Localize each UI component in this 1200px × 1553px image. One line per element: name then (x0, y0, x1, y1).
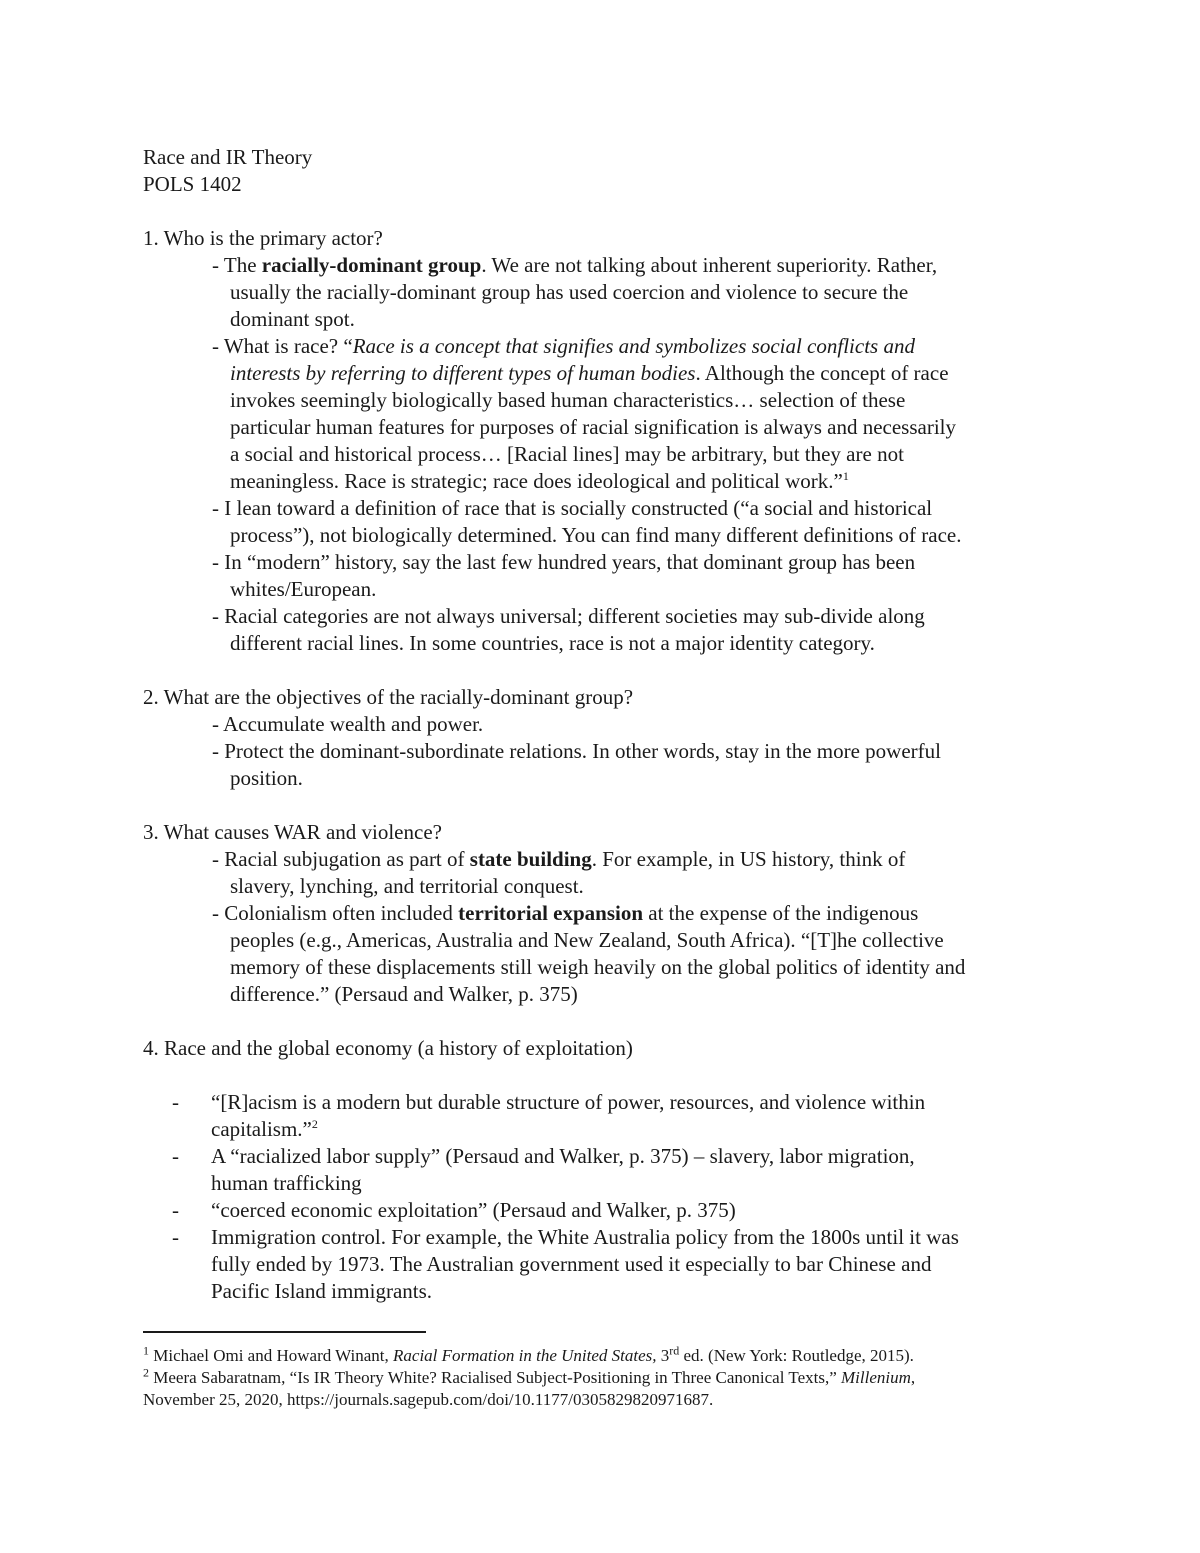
section3-bullet2 (212, 900, 918, 927)
section3-bullet1 (212, 846, 905, 873)
section3-bullet1-line2: slavery, lynching, and territorial conquest. (230, 874, 584, 898)
footnote-2 (143, 1367, 915, 1389)
footnote-number: 2 (143, 1365, 149, 1380)
footnote-ref[interactable]: 2 (311, 1117, 318, 1131)
italic-quote: interests by referring to different types of human bodies (230, 361, 696, 385)
text-run: - The (212, 253, 262, 277)
course-code: POLS 1402 (143, 172, 242, 196)
section4-bullet4-line3: Pacific Island immigrants. (211, 1279, 433, 1303)
text-run: ed. (New York: Routledge, 2015). (679, 1346, 914, 1365)
text-run: at the expense of the indigenous (643, 901, 919, 925)
footnote-number: 1 (143, 1343, 149, 1358)
bold-term: racially-dominant group (261, 253, 482, 277)
ordinal-suffix: rd (669, 1343, 680, 1358)
text-run: Michael Omi and Howard Winant, (149, 1346, 394, 1365)
section2-bullet1: - Accumulate wealth and power. (212, 712, 484, 736)
text-run: - Racial subjugation as part of (212, 847, 470, 871)
section4-bullet1-line2 (211, 1116, 318, 1143)
section1-bullet2-line3: invokes seemingly biologically based human characteristics… selection of these (230, 388, 906, 412)
section1-bullet1-line2: usually the racially-dominant group has used coercion and violence to secure the (230, 280, 909, 304)
section1-bullet2-line4: particular human features for purposes of racial signification is always and necessarily (230, 415, 956, 439)
section2-bullet2: - Protect the dominant-subordinate relations. In other words, stay in the more powerful (212, 739, 941, 763)
section1-bullet2-line5: a social and historical process… [Racial lines] may be arbitrary, but they are not (230, 442, 904, 466)
italic-quote: Race is a concept that signifies and symbolizes social conflicts and (352, 334, 915, 358)
footnote-2-line2[interactable]: November 25, 2020, https://journals.sagepub.com/doi/10.1177/0305829820971687. (143, 1390, 714, 1409)
footnote-1 (143, 1345, 914, 1367)
dash-bullet: - (172, 1090, 179, 1114)
section4-bullet4-line2: fully ended by 1973. The Australian government used it especially to bar Chinese and (211, 1252, 932, 1276)
section2-bullet2-line2: position. (230, 766, 303, 790)
bold-term: territorial expansion (458, 901, 644, 925)
journal-title: Millenium (841, 1368, 911, 1387)
section1-bullet5-line2: different racial lines. In some countries, race is not a major identity category. (230, 631, 875, 655)
text-run: capitalism.” (211, 1117, 312, 1141)
section1-bullet3-line2: process”), not biologically determined. You can find many different definitions of race. (230, 523, 962, 547)
text-run: . For example, in US history, think of (591, 847, 906, 871)
section3-question: 3. What causes WAR and violence? (143, 820, 442, 844)
text-run: 3 (656, 1346, 670, 1365)
section1-bullet4: - In “modern” history, say the last few hundred years, that dominant group has been (212, 550, 916, 574)
section2-question: 2. What are the objectives of the racially-dominant group? (143, 685, 634, 709)
section3-bullet2-line2: peoples (e.g., Americas, Australia and New Zealand, South Africa). “[T]he collective (230, 928, 944, 952)
section1-bullet5: - Racial categories are not always universal; different societies may sub-divide along (212, 604, 925, 628)
book-title: Racial Formation in the United States, (393, 1346, 657, 1365)
section1-bullet4-line2: whites/European. (230, 577, 377, 601)
section1-bullet3: - I lean toward a definition of race that is socially constructed (“a social and historical (212, 496, 933, 520)
section4-bullet3: “coerced economic exploitation” (Persaud and Walker, p. 375) (211, 1198, 736, 1222)
section1-question: 1. Who is the primary actor? (143, 226, 383, 250)
text-run: , (910, 1368, 916, 1387)
section1-bullet2-line2 (230, 360, 949, 387)
document-title: Race and IR Theory (143, 145, 313, 169)
text-run: Meera Sabaratnam, “Is IR Theory White? Racialised Subject-Positioning in Three Canonical Texts,” (149, 1368, 842, 1387)
section4-question: 4. Race and the global economy (a history of exploitation) (143, 1036, 633, 1060)
footnote-separator (143, 1331, 426, 1333)
footnote-ref[interactable]: 1 (842, 469, 849, 483)
dash-bullet: - (172, 1198, 179, 1222)
section4-bullet2-line2: human trafficking (211, 1171, 362, 1195)
section3-bullet2-line3: memory of these displacements still weigh heavily on the global politics of identity and (230, 955, 966, 979)
text-run: . Although the concept of race (695, 361, 949, 385)
dash-bullet: - (172, 1144, 179, 1168)
text-run: - Colonialism often included (212, 901, 459, 925)
dash-bullet: - (172, 1225, 179, 1249)
text-run: - What is race? “ (212, 334, 353, 358)
text-run: meaningless. Race is strategic; race does ideological and political work.” (230, 469, 843, 493)
section4-bullet1: “[R]acism is a modern but durable structure of power, resources, and violence within (211, 1090, 926, 1114)
section4-bullet2: A “racialized labor supply” (Persaud and Walker, p. 375) – slavery, labor migration, (211, 1144, 915, 1168)
section1-bullet1 (212, 252, 937, 279)
section1-bullet1-line3: dominant spot. (230, 307, 355, 331)
text-run: . We are not talking about inherent superiority. Rather, (481, 253, 938, 277)
section4-bullet4: Immigration control. For example, the White Australia policy from the 1800s until it was (211, 1225, 959, 1249)
section1-bullet2 (212, 333, 915, 360)
section3-bullet2-line4: difference.” (Persaud and Walker, p. 375) (230, 982, 578, 1006)
bold-term: state building (469, 847, 592, 871)
section1-bullet2-line6 (230, 468, 849, 495)
